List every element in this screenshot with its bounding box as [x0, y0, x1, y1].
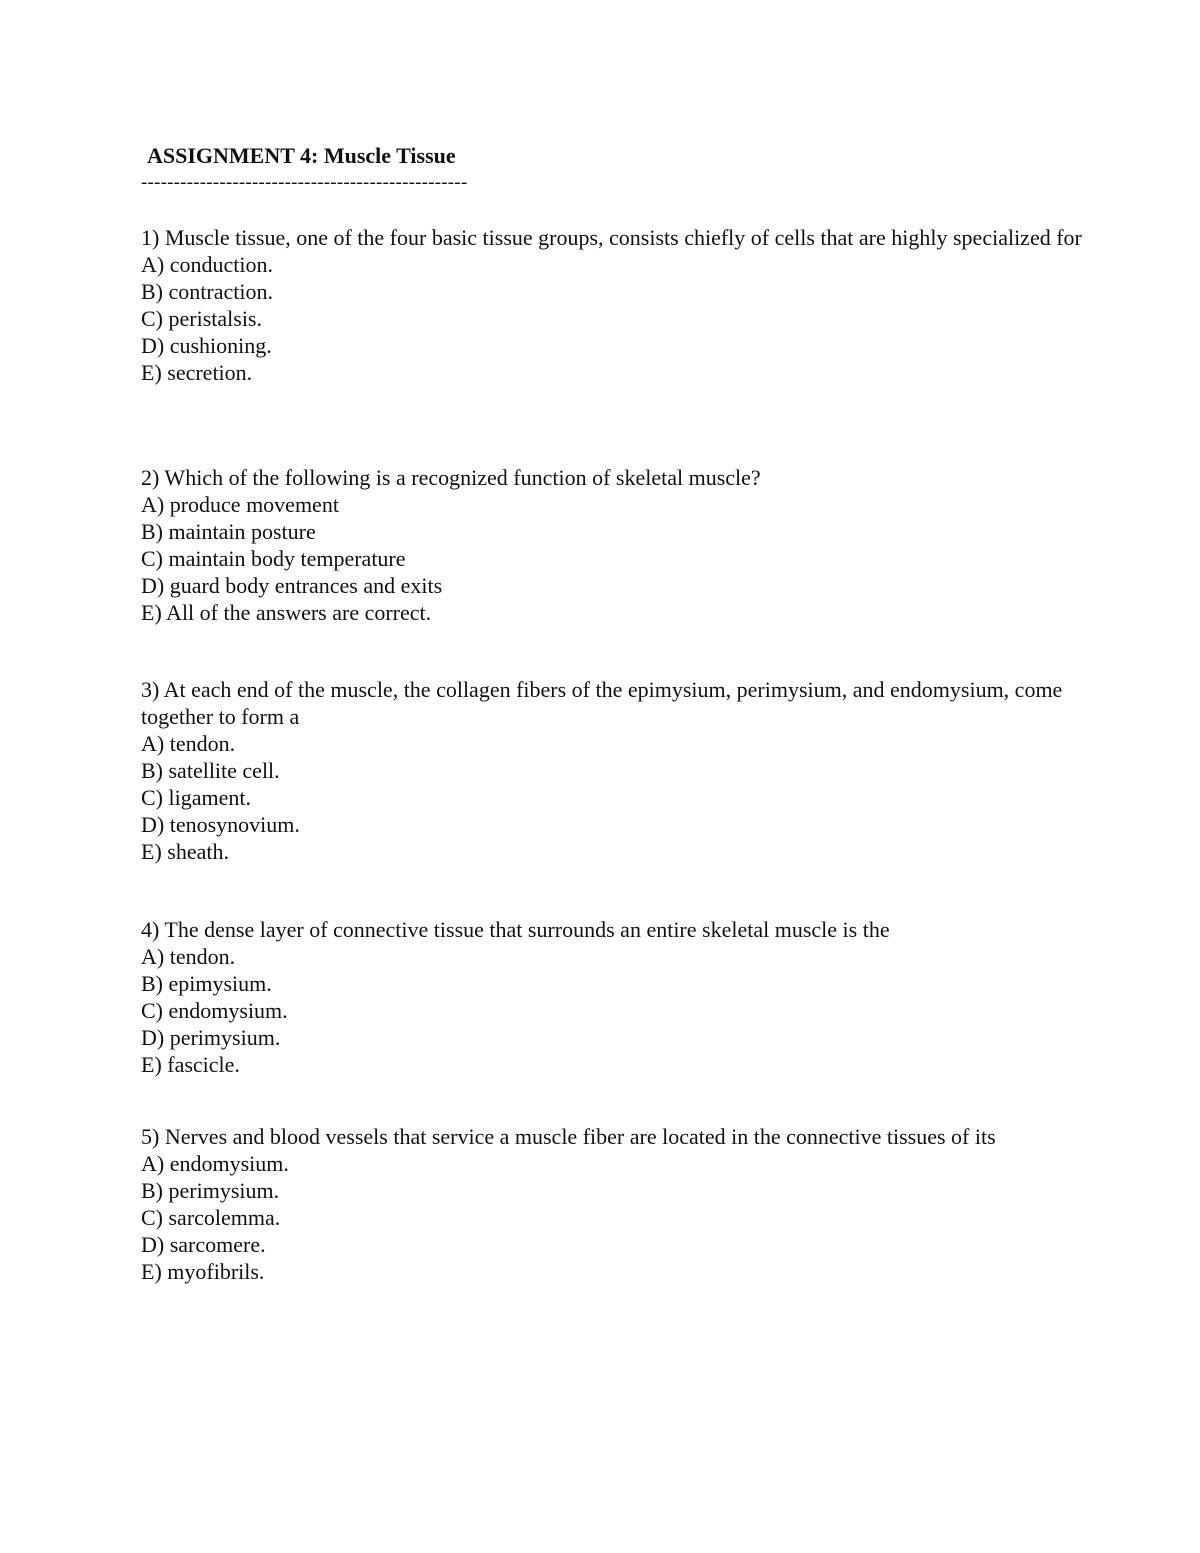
answer-choice-a: A) tendon. — [141, 944, 236, 969]
answer-choice-d: D) tenosynovium. — [141, 812, 300, 837]
answer-choice-c: C) maintain body temperature — [141, 546, 406, 571]
answer-choice-c: C) peristalsis. — [141, 306, 262, 331]
answer-choice-b: B) perimysium. — [141, 1178, 280, 1203]
question-4 — [141, 916, 1101, 1078]
answer-choice-c: C) endomysium. — [141, 998, 288, 1023]
answer-choice-e: E) sheath. — [141, 839, 229, 864]
answer-choice-d: D) cushioning. — [141, 333, 272, 358]
answer-choice-a: A) endomysium. — [141, 1151, 289, 1176]
question-stem: 3) At each end of the muscle, the collagen fibers of the epimysium, perimysium, and endomysium, come together to form a — [141, 677, 1063, 729]
answer-choice-b: B) contraction. — [141, 279, 273, 304]
answer-choice-b: B) satellite cell. — [141, 758, 280, 783]
question-3 — [141, 676, 1101, 865]
answer-choice-e: E) secretion. — [141, 360, 253, 385]
question-1 — [141, 224, 1101, 386]
title-underline-rule: -------------------------------------------------- — [141, 172, 468, 193]
answer-choice-a: A) produce movement — [141, 492, 339, 517]
answer-choice-e: E) myofibrils. — [141, 1259, 265, 1284]
question-stem: 5) Nerves and blood vessels that service a muscle fiber are located in the connective tissues of its — [141, 1124, 996, 1149]
page-title: ASSIGNMENT 4: Muscle Tissue — [147, 143, 456, 168]
answer-choice-d: D) perimysium. — [141, 1025, 281, 1050]
question-5 — [141, 1123, 1101, 1285]
answer-choice-c: C) sarcolemma. — [141, 1205, 281, 1230]
question-stem: 1) Muscle tissue, one of the four basic tissue groups, consists chiefly of cells that are highly specialized for — [141, 225, 1082, 250]
question-stem: 4) The dense layer of connective tissue that surrounds an entire skeletal muscle is the — [141, 917, 890, 942]
answer-choice-b: B) epimysium. — [141, 971, 272, 996]
answer-choice-e: E) All of the answers are correct. — [141, 600, 432, 625]
answer-choice-c: C) ligament. — [141, 785, 251, 810]
answer-choice-d: D) guard body entrances and exits — [141, 573, 443, 598]
answer-choice-e: E) fascicle. — [141, 1052, 240, 1077]
answer-choice-b: B) maintain posture — [141, 519, 316, 544]
question-stem: 2) Which of the following is a recognized function of skeletal muscle? — [141, 465, 761, 490]
answer-choice-a: A) conduction. — [141, 252, 273, 277]
answer-choice-a: A) tendon. — [141, 731, 236, 756]
answer-choice-d: D) sarcomere. — [141, 1232, 266, 1257]
question-2 — [141, 464, 1101, 626]
